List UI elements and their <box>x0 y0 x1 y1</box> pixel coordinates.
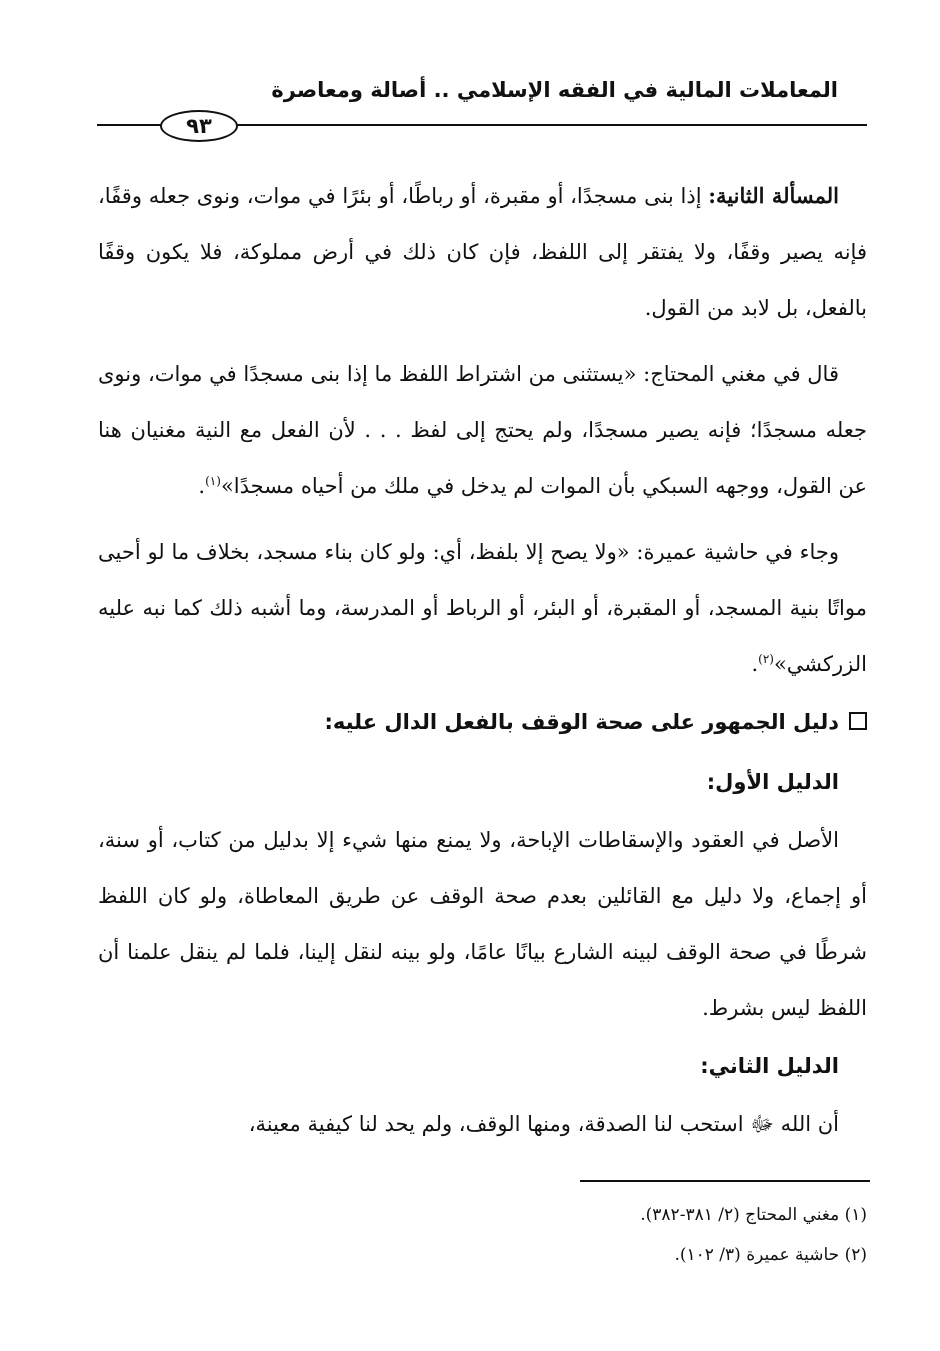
issue-title: المسألة الثانية: <box>708 183 839 208</box>
paragraph-issue-two <box>98 168 867 336</box>
footnotes <box>640 1195 867 1275</box>
paragraph-umaira-quote <box>98 524 867 692</box>
footnote-2: (٢) حاشية عميرة (٣/ ١٠٢). <box>674 1245 867 1265</box>
footnote-rule <box>580 1180 870 1182</box>
footnote-ref-2[interactable]: (٢) <box>758 652 774 666</box>
issue-text: إذا بنى مسجدًا، أو مقبرة، أو رباطًا، أو بئرًا في موات، ونوى جعله وقفًا، فإنه يصير وقفًا، ولا يفتقر إلى اللفظ، فإن كان ذلك في أرض مملوكة، فلا يكون وقفًا بالفعل، بل لابد من القول. <box>98 184 867 320</box>
section-heading <box>98 692 867 752</box>
punctuation: . <box>198 474 206 498</box>
paragraph-mughni-quote <box>98 346 867 514</box>
subheading-second-evidence: الدليل الثاني: <box>700 1054 839 1078</box>
page-number: ٩٣ <box>160 110 238 142</box>
umaira-quote-text: وجاء في حاشية عميرة: «ولا يصح إلا بلفظ، أي: ولو كان بناء مسجد، بخلاف ما لو أحيى مواتًا بنية المسجد، أو المقبرة، أو البئر، أو الرباط أو المدرسة، وما أشبه ذلك كما نبه عليه الزركشي» <box>98 540 867 676</box>
footnote-ref-1[interactable]: (١) <box>205 474 221 488</box>
mughni-quote-text: قال في مغني المحتاج: «يستثنى من اشتراط اللفظ ما إذا بنى مسجدًا في موات، ونوى جعله مسجدًا؛ فإنه يصير مسجدًا، ولم يحتج إلى لفظ . . . لأن الفعل مع النية مغنيان هنا عن القول، ووجهه السبكي بأن الموات لم يدخل في ملك من أحياه مسجدًا» <box>98 362 868 498</box>
subheading-first-evidence: الدليل الأول: <box>706 770 839 794</box>
running-header-title: المعاملات المالية في الفقه الإسلامي .. أصالة ومعاصرة <box>271 78 838 102</box>
section-heading-text: دليل الجمهور على صحة الوقف بالفعل الدال عليه: <box>324 710 839 734</box>
punctuation: . <box>751 652 759 676</box>
footnote-1: (١) مغني المحتاج (٢/ ٣٨١-٣٨٢). <box>640 1205 867 1225</box>
paragraph-second-evidence: أن الله ﷻ استحب لنا الصدقة، ومنها الوقف، ولم يحد لنا كيفية معينة، <box>248 1112 839 1136</box>
checkbox-square-icon <box>849 712 867 730</box>
paragraph-first-evidence: الأصل في العقود والإسقاطات الإباحة، ولا يمنع منها شيء إلا بدليل من كتاب، أو سنة، أو إجماع، ولا دليل مع القائلين بعدم صحة الوقف عن طريق المعاطاة، ولو كان اللفظ شرطًا في صحة الوقف لبينه الشارع بيانًا عامًا، ولو بينه لنقل إلينا، فلما لم ينقل علمنا أن اللفظ ليس بشرط. <box>98 828 867 1020</box>
main-text <box>98 168 867 1152</box>
